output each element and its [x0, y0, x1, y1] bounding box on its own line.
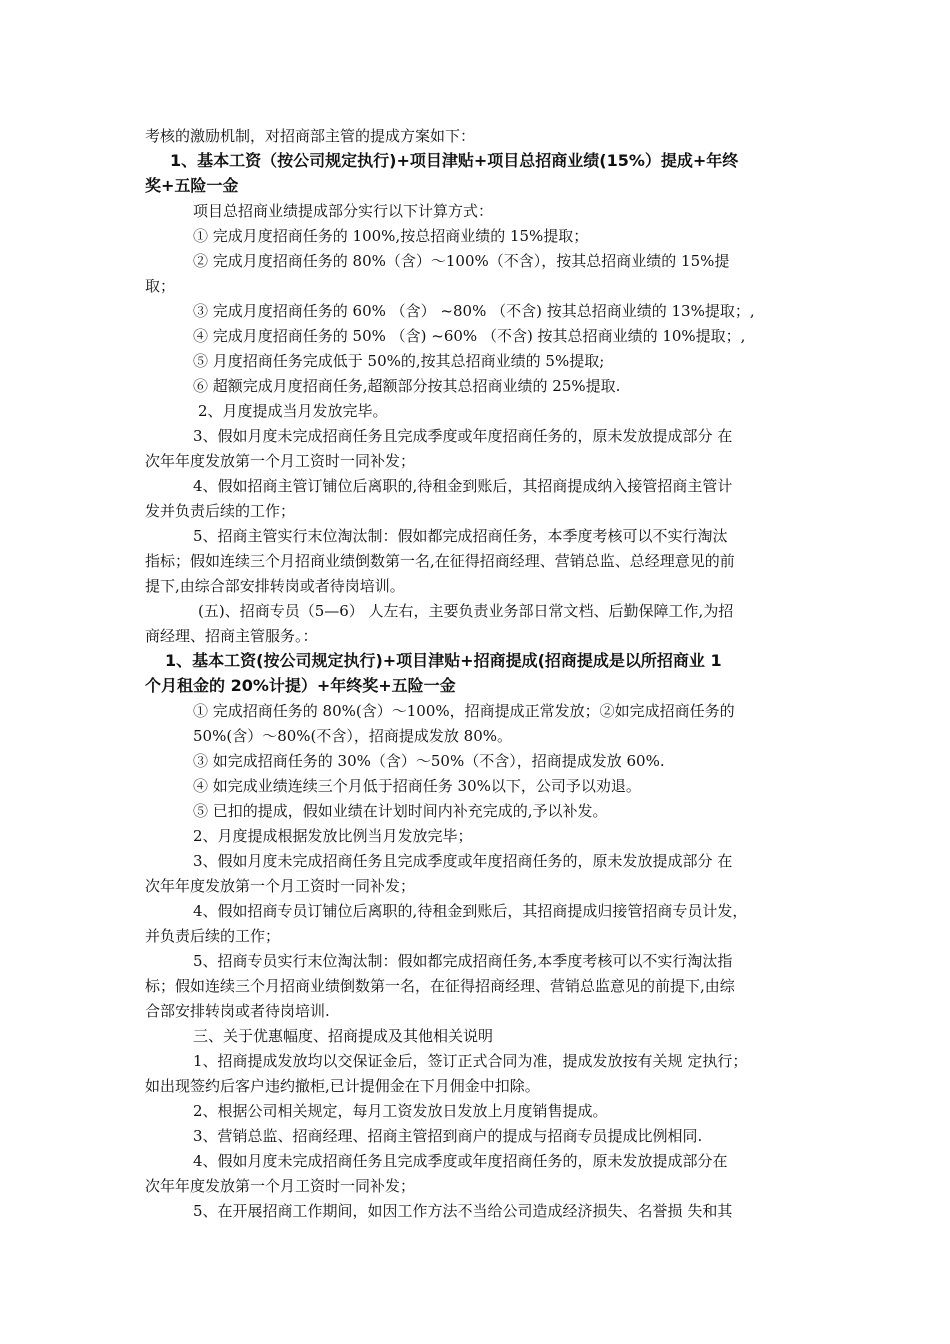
text-line-13: 3、假如月度未完成招商任务且完成季度或年度招商任务的，原未发放提成部分 在 [193, 427, 733, 445]
text-line-19: 提下,由综合部安排转岗或者待岗培训。 [145, 577, 405, 595]
text-line-6: ② 完成月度招商任务的 80%（含）～100%（不含），按其总招商业绩的 15%提 [193, 252, 730, 270]
text-line-23: 个月租金的 20%计提）+年终奖+五险一金 [145, 676, 456, 695]
text-line-40: 2、根据公司相关规定，每月工资发放日发放上月度销售提成。 [193, 1102, 608, 1120]
text-line-29: 2、月度提成根据发放比例当月发放完毕； [193, 827, 473, 845]
text-line-25: 50%(含）～80%(不含），招商提成发放 80%。 [193, 727, 512, 745]
text-line-39: 如出现签约后客户违约撤柜,已计提佣金在下月佣金中扣除。 [145, 1077, 540, 1095]
text-line-5: ① 完成月度招商任务的 100%,按总招商业绩的 15%提取； [193, 227, 589, 245]
text-line-20: (五)、招商专员（5—6） 人左右，主要负责业务部日常文档、后勤保障工作,为招 [198, 602, 734, 620]
text-line-41: 3、营销总监、招商经理、招商主管招到商户的提成与招商专员提成比例相同. [193, 1127, 703, 1145]
text-line-14: 次年年度发放第一个月工资时一同补发； [145, 452, 416, 470]
text-line-27: ④ 如完成业绩连续三个月低于招商任务 30%以下，公司予以劝退。 [193, 777, 641, 795]
text-line-21: 商经理、招商主管服务。： [145, 627, 318, 645]
text-line-10: ⑤ 月度招商任务完成低于 50%的,按其总招商业绩的 5%提取; [193, 352, 605, 370]
text-line-31: 次年年度发放第一个月工资时一同补发； [145, 877, 416, 895]
text-line-32: 4、假如招商专员订铺位后离职的,待租金到账后，其招商提成归接管招商专员计发， [193, 902, 748, 920]
text-line-8: ③ 完成月度招商任务的 60% （含） ~80% （不含) 按其总招商业绩的 13%提取；, [193, 302, 755, 320]
text-line-16: 发并负责后续的工作； [145, 502, 296, 520]
text-line-22: 1、基本工资(按公司规定执行)+项目津贴+招商提成(招商提成是以所招商业 1 [165, 651, 722, 670]
text-line-30: 3、假如月度未完成招商任务且完成季度或年度招商任务的，原未发放提成部分 在 [193, 852, 733, 870]
text-line-37: 三、关于优惠幅度、招商提成及其他相关说明 [193, 1027, 494, 1045]
text-line-9: ④ 完成月度招商任务的 50% （含) ~60% （不含) 按其总招商业绩的 10%提取；, [193, 327, 746, 345]
text-line-33: 并负责后续的工作； [145, 927, 281, 945]
text-line-12: 2、月度提成当月发放完毕。 [198, 402, 388, 420]
text-line-2: 1、基本工资（按公司规定执行)+项目津贴+项目总招商业绩(15%）提成+年终 [170, 151, 739, 170]
text-line-36: 合部安排转岗或者待岗培训. [145, 1002, 330, 1020]
text-line-28: ⑤ 已扣的提成，假如业绩在计划时间内补充完成的,予以补发。 [193, 802, 608, 820]
text-line-1: 考核的激励机制，对招商部主管的提成方案如下： [145, 127, 476, 145]
text-line-34: 5、招商专员实行末位淘汰制：假如都完成招商任务,本季度考核可以不实行淘汰指 [193, 952, 733, 970]
text-line-42: 4、假如月度未完成招商任务且完成季度或年度招商任务的，原未发放提成部分在 [193, 1152, 728, 1170]
text-line-17: 5、招商主管实行末位淘汰制：假如都完成招商任务，本季度考核可以不实行淘汰 [193, 527, 728, 545]
text-line-43: 次年年度发放第一个月工资时一同补发； [145, 1177, 416, 1195]
text-line-38: 1、招商提成发放均以交保证金后，签订正式合同为准，提成发放按有关规 定执行； [193, 1052, 748, 1070]
text-line-44: 5、在开展招商工作期间，如因工作方法不当给公司造成经济损失、名誉损 失和其 [193, 1202, 733, 1220]
text-line-18: 指标；假如连续三个月招商业绩倒数第一名,在征得招商经理、营销总监、总经理意见的前 [145, 552, 735, 570]
text-line-15: 4、假如招商主管订铺位后离职的,待租金到账后，其招商提成纳入接管招商主管计 [193, 477, 733, 495]
text-line-26: ③ 如完成招商任务的 30%（含）～50%（不含），招商提成发放 60%. [193, 752, 665, 770]
text-line-4: 项目总招商业绩提成部分实行以下计算方式： [193, 202, 494, 220]
text-line-11: ⑥ 超额完成月度招商任务,超额部分按其总招商业绩的 25%提取. [193, 377, 621, 395]
text-line-7: 取； [145, 277, 176, 295]
text-line-24: ① 完成招商任务的 80%(含）～100%，招商提成正常发放；②如完成招商任务的 [193, 702, 735, 720]
text-line-35: 标；假如连续三个月招商业绩倒数第一名，在征得招商经理、营销总监意见的前提下,由综 [145, 977, 735, 995]
text-line-3: 奖+五险一金 [145, 176, 239, 195]
